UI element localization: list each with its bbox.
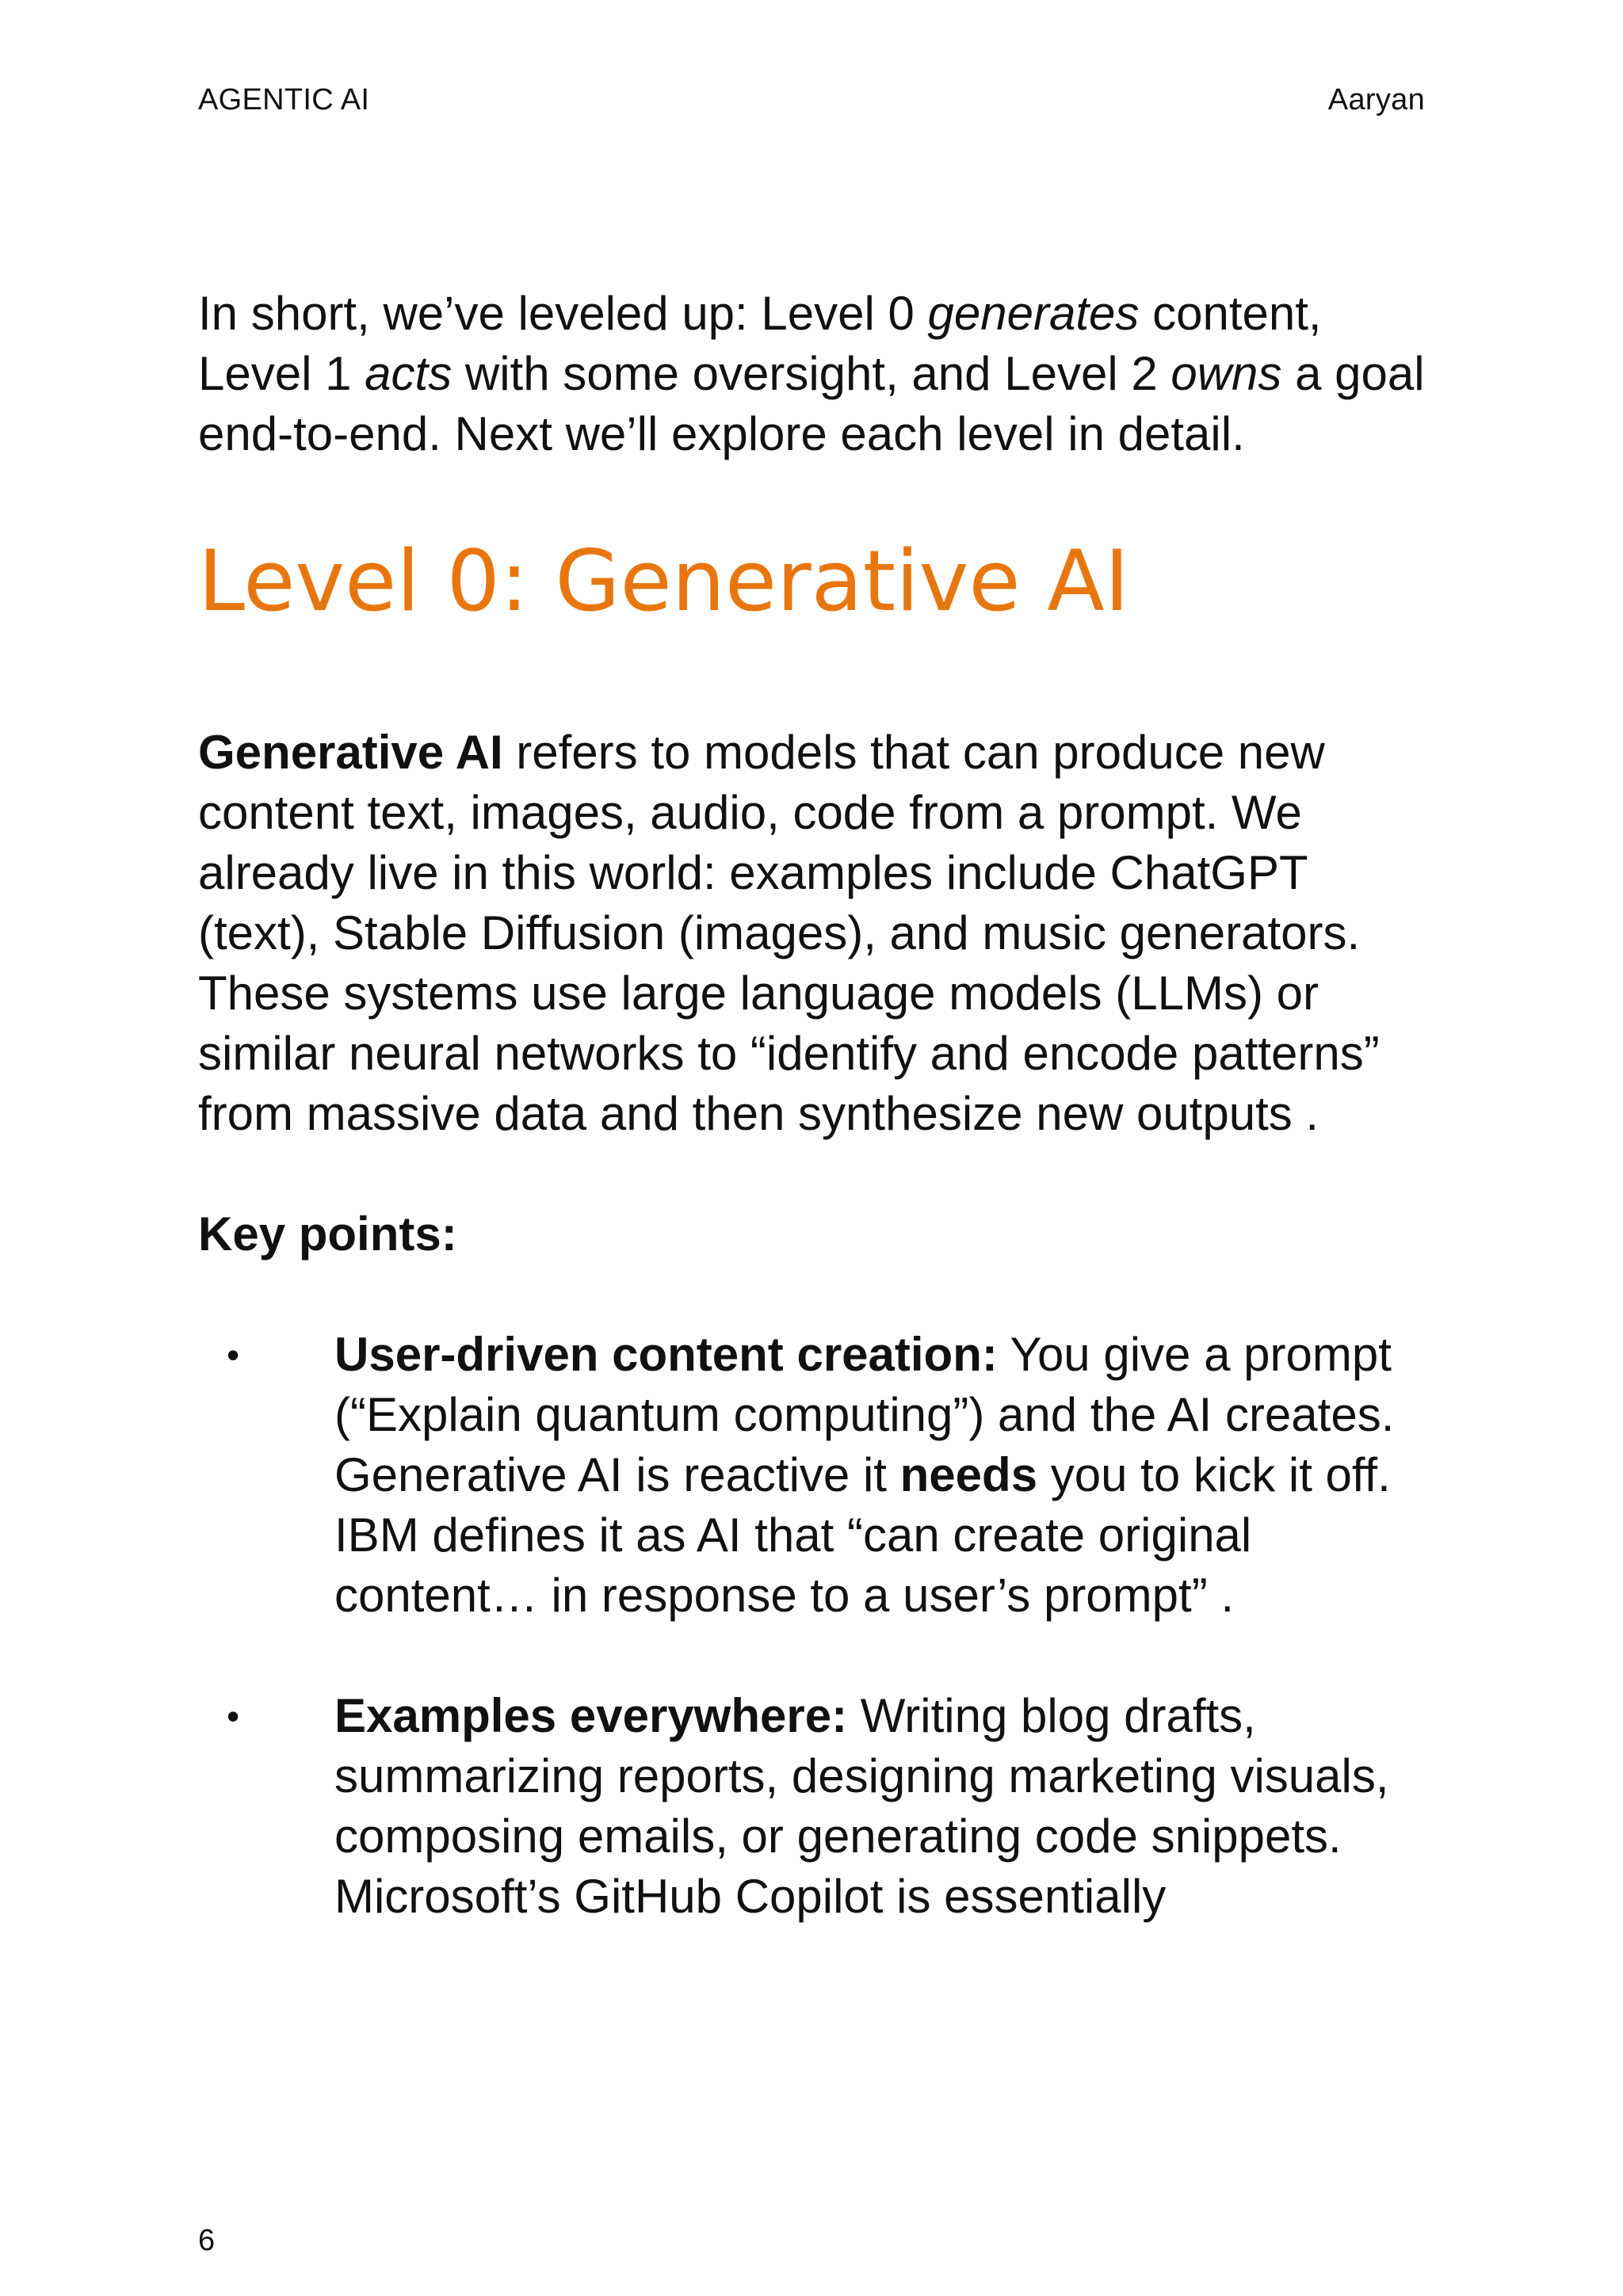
list-item <box>198 1325 1434 1626</box>
bullet-text: Writing blog drafts, summarizing reports, designing marketing visuals, composing emails, or generating code snippets. Microsoft’s GitHub Copilot is essentially <box>334 1689 1389 1923</box>
section-heading: Level 0: Generative AI <box>198 532 1130 630</box>
intro-emphasis-owns: owns <box>1170 347 1282 400</box>
page-number: 6 <box>198 2224 216 2257</box>
bullet-text: You give a prompt (“Explain quantum computing”) and the AI creates. Generative AI is reactive it <box>334 1328 1395 1501</box>
definition-paragraph <box>198 723 1434 1144</box>
definition-text: refers to models that can produce new content text, images, audio, code from a prompt. We already live in this world: examples include ChatGPT (text), Stable Diffusion (images), and music generators. These systems use large language models (LLMs) or similar neural networks to “identify and encode patterns” from massive data and then synthesize new outputs . <box>198 726 1380 1140</box>
intro-text-1: In short, we’ve leveled up: Level 0 <box>198 287 928 340</box>
running-header-title: AGENTIC AI <box>198 83 370 116</box>
intro-paragraph <box>198 284 1434 464</box>
intro-text-3: with some oversight, and Level 2 <box>452 347 1171 400</box>
bullet-icon: • <box>227 1695 240 1737</box>
bullet-emphasis-needs: needs <box>899 1448 1038 1501</box>
bullet-icon: • <box>227 1334 240 1375</box>
key-points-list <box>198 1325 1434 1927</box>
intro-emphasis-acts: acts <box>365 347 453 400</box>
definition-term: Generative AI <box>198 726 503 779</box>
bullet-lead: Examples everywhere: <box>334 1689 848 1742</box>
intro-text-2: content, Level 1 <box>198 287 1322 400</box>
key-points-title: Key points: <box>198 1207 457 1261</box>
bullet-text: you to kick it off. IBM defines it as AI that “can create original content… in response to a user’s prompt” . <box>334 1448 1391 1622</box>
list-item <box>198 1686 1434 1927</box>
bullet-lead: User-driven content creation: <box>334 1328 998 1381</box>
page-content <box>198 284 1434 1987</box>
intro-emphasis-generates: generates <box>927 287 1140 340</box>
running-header-author: Aaryan <box>1327 83 1425 116</box>
intro-text-4: a goal end-to-end. Next we’ll explore each level in detail. <box>198 347 1425 460</box>
